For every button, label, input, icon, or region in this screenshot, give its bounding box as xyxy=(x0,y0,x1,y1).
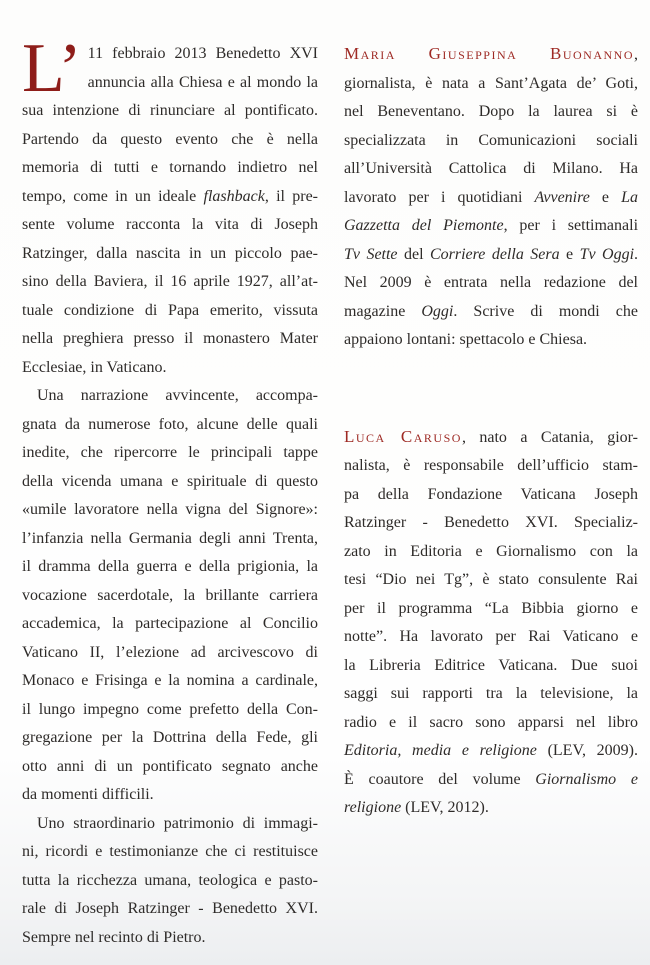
text-line: 11 febbraio 2013 Benedetto XVI xyxy=(87,45,318,62)
left-column xyxy=(22,30,319,965)
text-line: memoria di tutti e tornando indietro nel xyxy=(22,159,318,176)
text-line: all’Università Cattolica di Milano. Ha xyxy=(344,160,638,177)
text-line: per il programma “La Bibbia giorno e xyxy=(344,599,638,617)
text-line: da momenti difficili. xyxy=(22,786,154,803)
text-line: sino della Baviera, il 16 aprile 1927, all’at- xyxy=(22,273,318,290)
text-line: giornalista, è nata a Sant’Agata de’ Goti, xyxy=(344,74,638,92)
text-line: otto anni di un pontificato segnato anche xyxy=(22,757,318,775)
author-bio-caruso xyxy=(344,423,638,823)
text-line: «umile lavoratore nella vigna del Signore»: xyxy=(22,501,318,518)
text-line: Editoria, media e religione (LEV, 2009). xyxy=(344,742,638,759)
text-line: tempo, come in un ideale flashback, il pre- xyxy=(22,187,319,205)
text-line: Una narrazione avvincente, accompa- xyxy=(37,387,318,404)
text-line: annuncia alla Chiesa e al mondo la xyxy=(87,73,318,91)
text-line: vocazione sacerdotale, la brillante carriera xyxy=(22,586,318,604)
text-line: ni, ricordi e testimonianze che ci restituisce xyxy=(22,843,318,860)
text-line: tutta la ricchezza umana, teologica e pasto- xyxy=(22,871,318,889)
paragraph-narrative xyxy=(22,382,318,810)
author-bio-buonanno xyxy=(344,40,638,355)
text-line: il lungo impegno come prefetto della Con- xyxy=(22,700,318,718)
text-line: rale di Joseph Ratzinger - Benedetto XVI. xyxy=(22,900,318,917)
text-line: pa della Fondazione Vaticana Joseph xyxy=(344,485,638,503)
text-line: gnata da numerose foto, alcune delle quali xyxy=(22,415,318,433)
text-line: zato in Editoria e Giornalismo con la xyxy=(344,542,638,560)
text-line: accademica, la partecipazione al Concilio xyxy=(22,615,318,632)
author-name-smallcaps: Luca Caruso xyxy=(344,426,462,446)
text-line: Vaticano II, l’elezione ad arcivescovo di xyxy=(22,643,318,661)
text-line: Maria Giuseppina Buonanno, xyxy=(344,44,638,63)
text-line: Partendo da questo evento che è nella xyxy=(22,130,318,148)
text-line: Ratzinger - Benedetto XVI. Specializ- xyxy=(344,514,638,531)
text-line: la Libreria Editrice Vaticana. Due suoi xyxy=(344,656,638,674)
text-line: notte”. Ha lavorato per Rai Vaticano e xyxy=(344,628,638,645)
text-line: Ratzinger, dalla nascita in un piccolo pae- xyxy=(22,244,318,262)
text-line: gregazione per la Dottrina della Fede, gli xyxy=(22,729,318,746)
text-line: nalista, è responsabile dell’ufficio stam- xyxy=(344,457,638,474)
text-line: saggi sui rapporti tra la televisione, la xyxy=(344,685,638,702)
text-line: inedite, che ripercorre le principali tappe xyxy=(22,444,318,461)
text-line: l’infanzia nella Germania degli anni Trenta, xyxy=(22,529,318,547)
text-line: radio e il sacro sono apparsi nel libro xyxy=(344,713,638,731)
text-line: Uno straordinario patrimonio di immagi- xyxy=(37,814,318,832)
paragraph-intro xyxy=(22,30,319,382)
text-line: nel Beneventano. Dopo la laurea si è xyxy=(344,103,638,120)
text-line: nella preghiera presso il monastero Mater xyxy=(22,330,318,347)
text-line: sua intenzione di rinunciare al pontificato. xyxy=(22,102,318,119)
text-line: della vicenda umana e spirituale di questo xyxy=(22,472,318,490)
text-line: tuale condizione di Papa emerito, vissuta xyxy=(22,301,318,319)
text-line: Sempre nel recinto di Pietro. xyxy=(22,928,206,946)
text-line: il dramma della guerra e della prigionia, la xyxy=(22,558,318,575)
text-line: Gazzetta del Piemonte, per i settimanali xyxy=(344,217,639,234)
text-line: religione (LEV, 2012). xyxy=(344,799,489,816)
text-line: Nel 2009 è entrata nella redazione del xyxy=(344,274,638,291)
paragraph-closing xyxy=(22,810,318,953)
text-line: È coautore del volume Giornalismo e xyxy=(344,770,639,788)
text-line: Monaco e Frisinga e la nomina a cardinale, xyxy=(22,672,318,689)
text-line: specializzata in Comunicazioni sociali xyxy=(344,131,638,149)
text-line: tesi “Dio nei Tg”, è stato consulente Rai xyxy=(344,571,638,588)
text-line: sente volume racconta la vita di Joseph xyxy=(22,216,318,233)
text-line: Tv Sette del Corriere della Sera e Tv Oggi. xyxy=(344,245,639,263)
text-line: appaiono lontani: spettacolo e Chiesa. xyxy=(344,331,588,348)
right-column xyxy=(344,40,638,965)
text-line: lavorato per i quotidiani Avvenire e La xyxy=(344,188,638,206)
text-line: magazine Oggi. Scrive di mondi che xyxy=(344,302,638,320)
author-name-smallcaps: Maria Giuseppina Buonanno xyxy=(344,44,634,63)
text-line: Luca Caruso, nato a Catania, gior- xyxy=(344,426,638,446)
drop-cap: L’ xyxy=(22,30,82,107)
text-line: Ecclesiae, in Vaticano. xyxy=(22,358,167,376)
